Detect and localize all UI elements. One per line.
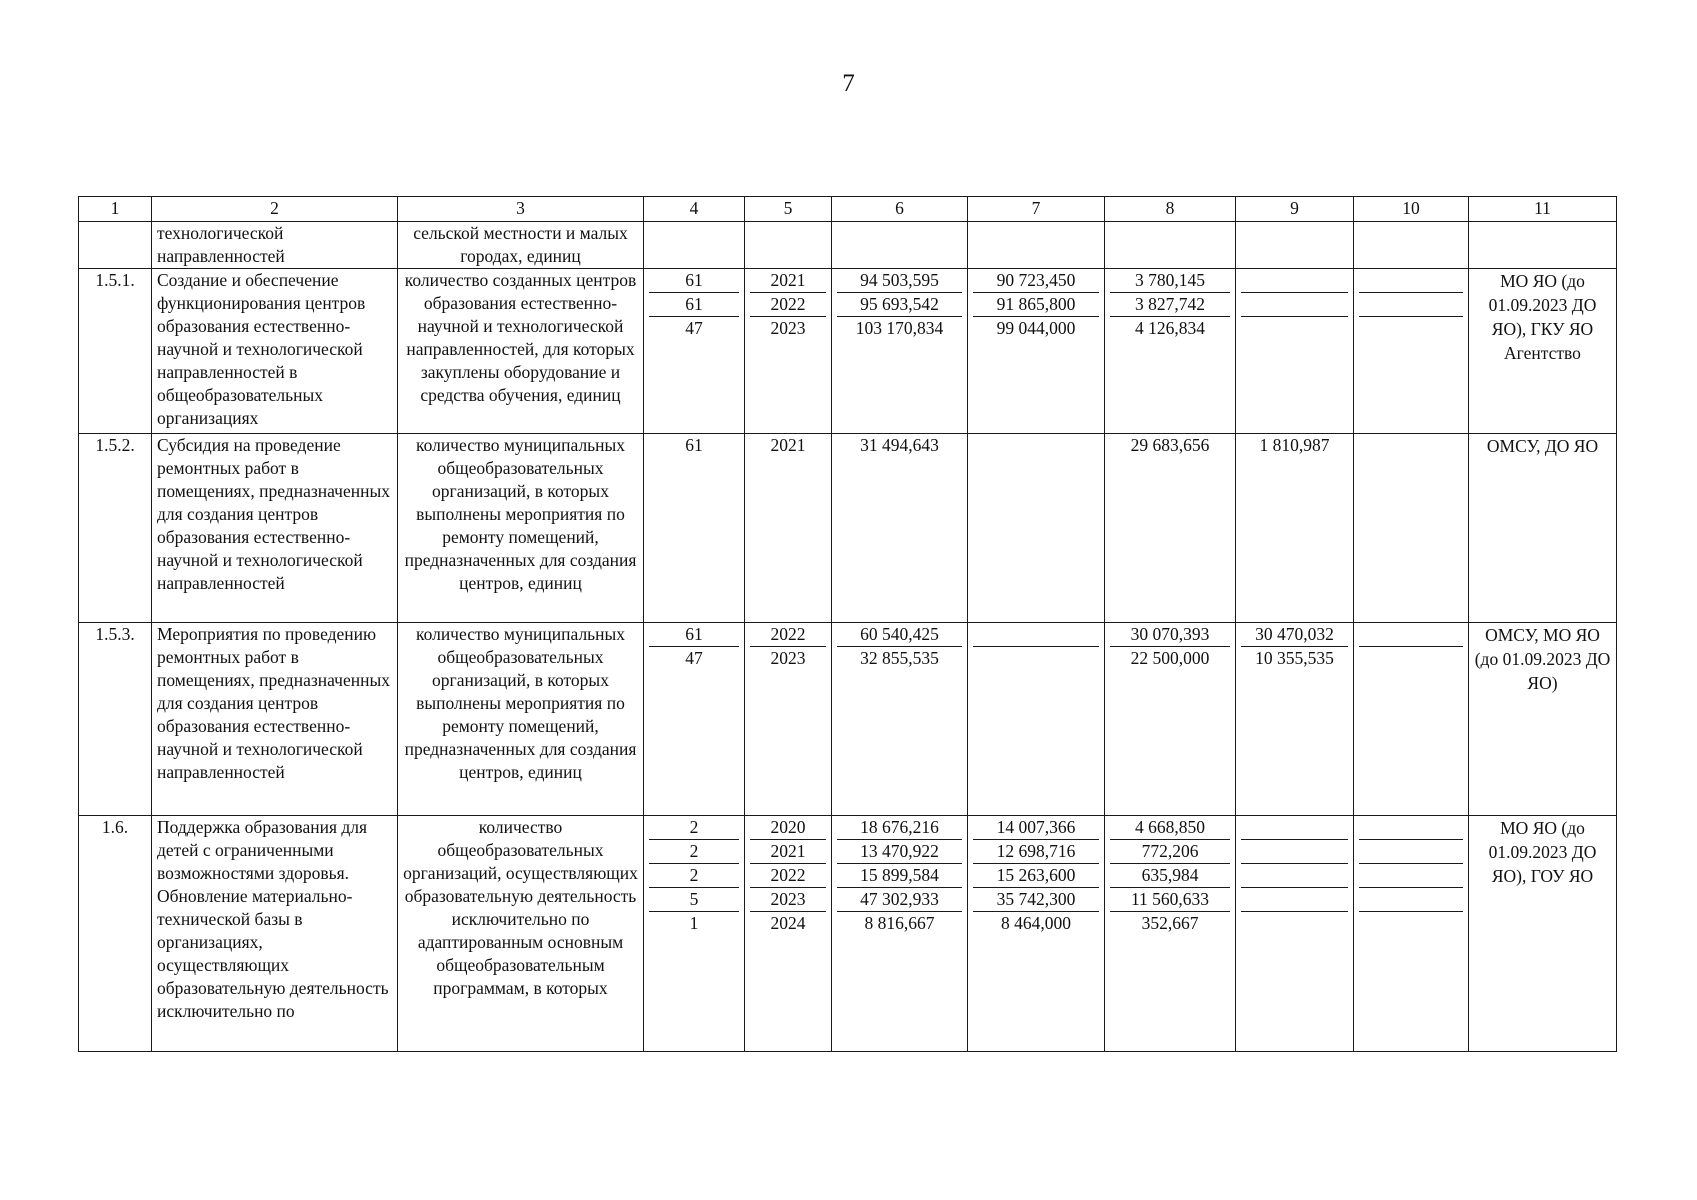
value-cell-c6 [832, 222, 968, 269]
program-table [78, 196, 1617, 1052]
sub-value [1359, 840, 1463, 864]
value-cell-c10 [1354, 434, 1469, 623]
sub-value: 14 007,366 [973, 816, 1099, 840]
sub-value: 30 470,032 [1241, 623, 1348, 647]
sub-value: 18 676,216 [837, 816, 962, 840]
sub-value: 10 355,535 [1255, 648, 1334, 668]
sub-value: 2 [649, 816, 739, 840]
value-cell-c7 [968, 269, 1105, 434]
sub-value: 2022 [750, 864, 826, 888]
row-number: 1.5.1. [79, 269, 152, 434]
header-cell: 11 [1469, 197, 1617, 222]
sub-value: 635,984 [1110, 864, 1230, 888]
sub-value: 32 855,535 [860, 648, 939, 668]
sub-value: 2023 [770, 318, 806, 338]
sub-value: 95 693,542 [837, 293, 962, 317]
value-cell-c7 [968, 623, 1105, 816]
header-cell: 10 [1354, 197, 1469, 222]
sub-value [973, 434, 1099, 457]
value-cell-c6 [832, 623, 968, 816]
sub-value [1241, 888, 1348, 912]
sub-value: 3 827,742 [1110, 293, 1230, 317]
measure-name: Поддержка образования для детей с ограниченными возможностями здоровья. Обновление материально-технической базы в организациях, осуществляющих образовательную деятельность исключительно по [152, 816, 398, 1052]
sub-value: 90 723,450 [973, 269, 1099, 293]
sub-value [1241, 864, 1348, 888]
sub-value: 35 742,300 [973, 888, 1099, 912]
table-row [79, 816, 1617, 1052]
row-number: 1.5.2. [79, 434, 152, 623]
value-cell-c8 [1105, 222, 1236, 269]
sub-value: 61 [649, 269, 739, 293]
responsible-executor: ОМСУ, ДО ЯО [1469, 434, 1617, 623]
sub-value: 31 494,643 [860, 435, 939, 455]
value-cell-c9 [1236, 816, 1354, 1052]
table-row [79, 434, 1617, 623]
header-cell: 8 [1105, 197, 1236, 222]
value-cell-c6 [832, 434, 968, 623]
header-cell: 3 [398, 197, 644, 222]
value-cell-c9 [1236, 222, 1354, 269]
indicator-text: количество созданных центров образования естественно-научной и технологической направленностей, для которых закуплены оборудование и средства обучения, единиц [398, 269, 644, 434]
indicator-text: сельской местности и малых городах, единиц [398, 222, 644, 269]
header-row [79, 197, 1617, 222]
sub-value: 91 865,800 [973, 293, 1099, 317]
sub-value: 29 683,656 [1130, 435, 1210, 455]
indicator-text: количество муниципальных общеобразовательных организаций, в которых выполнены мероприятия по ремонту помещений, предназначенных для создания центров, единиц [398, 623, 644, 816]
row-number: 1.5.3. [79, 623, 152, 816]
sub-value [1359, 317, 1463, 340]
sub-value: 4 126,834 [1135, 318, 1205, 338]
measure-name: Создание и обеспечение функционирования центров образования естественно-научной и технологической направленностей в общеобразовательных организациях [152, 269, 398, 434]
sub-value: 60 540,425 [837, 623, 962, 647]
sub-value: 11 560,633 [1110, 888, 1230, 912]
sub-value: 3 780,145 [1110, 269, 1230, 293]
sub-value [1359, 647, 1463, 670]
sub-value: 30 070,393 [1110, 623, 1230, 647]
header-cell: 1 [79, 197, 152, 222]
value-cell-c5 [745, 222, 832, 269]
value-cell-c4 [644, 623, 745, 816]
sub-value: 2023 [750, 888, 826, 912]
measure-name: технологической направленностей [152, 222, 398, 269]
responsible-executor: МО ЯО (до 01.09.2023 ДО ЯО), ГОУ ЯО [1469, 816, 1617, 1052]
sub-value: 2022 [750, 623, 826, 647]
sub-value: 772,206 [1110, 840, 1230, 864]
sub-value: 94 503,595 [837, 269, 962, 293]
sub-value [1359, 816, 1463, 840]
value-cell-c10 [1354, 816, 1469, 1052]
sub-value [1241, 816, 1348, 840]
measure-name: Мероприятия по проведению ремонтных работ в помещениях, предназначенных для создания центров образования естественно-научной и технологической направленностей [152, 623, 398, 816]
page-number: 7 [842, 70, 855, 97]
responsible-executor [1469, 222, 1617, 269]
sub-value [1359, 888, 1463, 912]
sub-value: 47 [685, 648, 703, 668]
value-cell-c5 [745, 816, 832, 1052]
sub-value: 15 899,584 [837, 864, 962, 888]
sub-value: 61 [685, 435, 703, 455]
sub-value: 2024 [770, 913, 806, 933]
sub-value: 2021 [750, 840, 826, 864]
sub-value: 22 500,000 [1130, 648, 1210, 668]
row-number: 1.6. [79, 816, 152, 1052]
row-number [79, 222, 152, 269]
value-cell-c10 [1354, 269, 1469, 434]
value-cell-c9 [1236, 623, 1354, 816]
sub-value [1359, 293, 1463, 317]
sub-value: 2020 [750, 816, 826, 840]
sub-value [1241, 293, 1348, 317]
sub-value [1359, 623, 1463, 647]
value-cell-c7 [968, 222, 1105, 269]
sub-value: 1 810,987 [1259, 435, 1330, 455]
sub-value: 2021 [750, 269, 826, 293]
sub-value: 2021 [770, 435, 806, 455]
sub-value [1241, 317, 1348, 340]
sub-value: 2 [649, 840, 739, 864]
header-cell: 2 [152, 197, 398, 222]
sub-value: 12 698,716 [973, 840, 1099, 864]
value-cell-c10 [1354, 623, 1469, 816]
measure-name: Субсидия на проведение ремонтных работ в помещениях, предназначенных для создания центров образования естественно-научной и технологической направленностей [152, 434, 398, 623]
sub-value: 47 302,933 [837, 888, 962, 912]
value-cell-c5 [745, 434, 832, 623]
value-cell-c5 [745, 269, 832, 434]
indicator-text: количество муниципальных общеобразовательных организаций, в которых выполнены мероприятия по ремонту помещений, предназначенных для создания центров, единиц [398, 434, 644, 623]
sub-value: 4 668,850 [1110, 816, 1230, 840]
sub-value: 103 170,834 [855, 318, 944, 338]
sub-value: 5 [649, 888, 739, 912]
sub-value: 2 [649, 864, 739, 888]
value-cell-c8 [1105, 434, 1236, 623]
value-cell-c4 [644, 434, 745, 623]
value-cell-c7 [968, 434, 1105, 623]
value-cell-c9 [1236, 269, 1354, 434]
header-cell: 9 [1236, 197, 1354, 222]
indicator-text: количество общеобразовательных организаций, осуществляющих образовательную деятельность исключительно по адаптированным основным общеобразовательным программам, в которых [398, 816, 644, 1052]
sub-value [1241, 269, 1348, 293]
header-cell: 5 [745, 197, 832, 222]
value-cell-c6 [832, 816, 968, 1052]
value-cell-c8 [1105, 623, 1236, 816]
value-cell-c9 [1236, 434, 1354, 623]
table-row [79, 623, 1617, 816]
sub-value: 61 [649, 293, 739, 317]
responsible-executor: ОМСУ, МО ЯО (до 01.09.2023 ДО ЯО) [1469, 623, 1617, 816]
table-row [79, 222, 1617, 269]
header-cell: 6 [832, 197, 968, 222]
sub-value: 2023 [770, 648, 806, 668]
sub-value: 13 470,922 [837, 840, 962, 864]
sub-value: 1 [689, 913, 699, 933]
sub-value: 47 [685, 318, 703, 338]
value-cell-c6 [832, 269, 968, 434]
sub-value: 61 [649, 623, 739, 647]
header-cell: 7 [968, 197, 1105, 222]
value-cell-c4 [644, 222, 745, 269]
sub-value [1359, 864, 1463, 888]
value-cell-c4 [644, 816, 745, 1052]
value-cell-c5 [745, 623, 832, 816]
sub-value: 15 263,600 [973, 864, 1099, 888]
sub-value [1241, 912, 1348, 935]
table-row [79, 269, 1617, 434]
sub-value: 8 464,000 [1001, 913, 1071, 933]
sub-value [1241, 840, 1348, 864]
sub-value: 2022 [750, 293, 826, 317]
sub-value [1359, 912, 1463, 935]
sub-value: 352,667 [1141, 913, 1199, 933]
value-cell-c10 [1354, 222, 1469, 269]
value-cell-c8 [1105, 816, 1236, 1052]
sub-value: 8 816,667 [864, 913, 935, 933]
sub-value [973, 623, 1099, 647]
value-cell-c4 [644, 269, 745, 434]
sub-value [1359, 434, 1463, 457]
sub-value [973, 647, 1099, 670]
sub-value: 99 044,000 [996, 318, 1076, 338]
value-cell-c8 [1105, 269, 1236, 434]
responsible-executor: МО ЯО (до 01.09.2023 ДО ЯО), ГКУ ЯО Агентство [1469, 269, 1617, 434]
value-cell-c7 [968, 816, 1105, 1052]
table-body [79, 222, 1617, 1052]
header-cell: 4 [644, 197, 745, 222]
sub-value [1359, 269, 1463, 293]
